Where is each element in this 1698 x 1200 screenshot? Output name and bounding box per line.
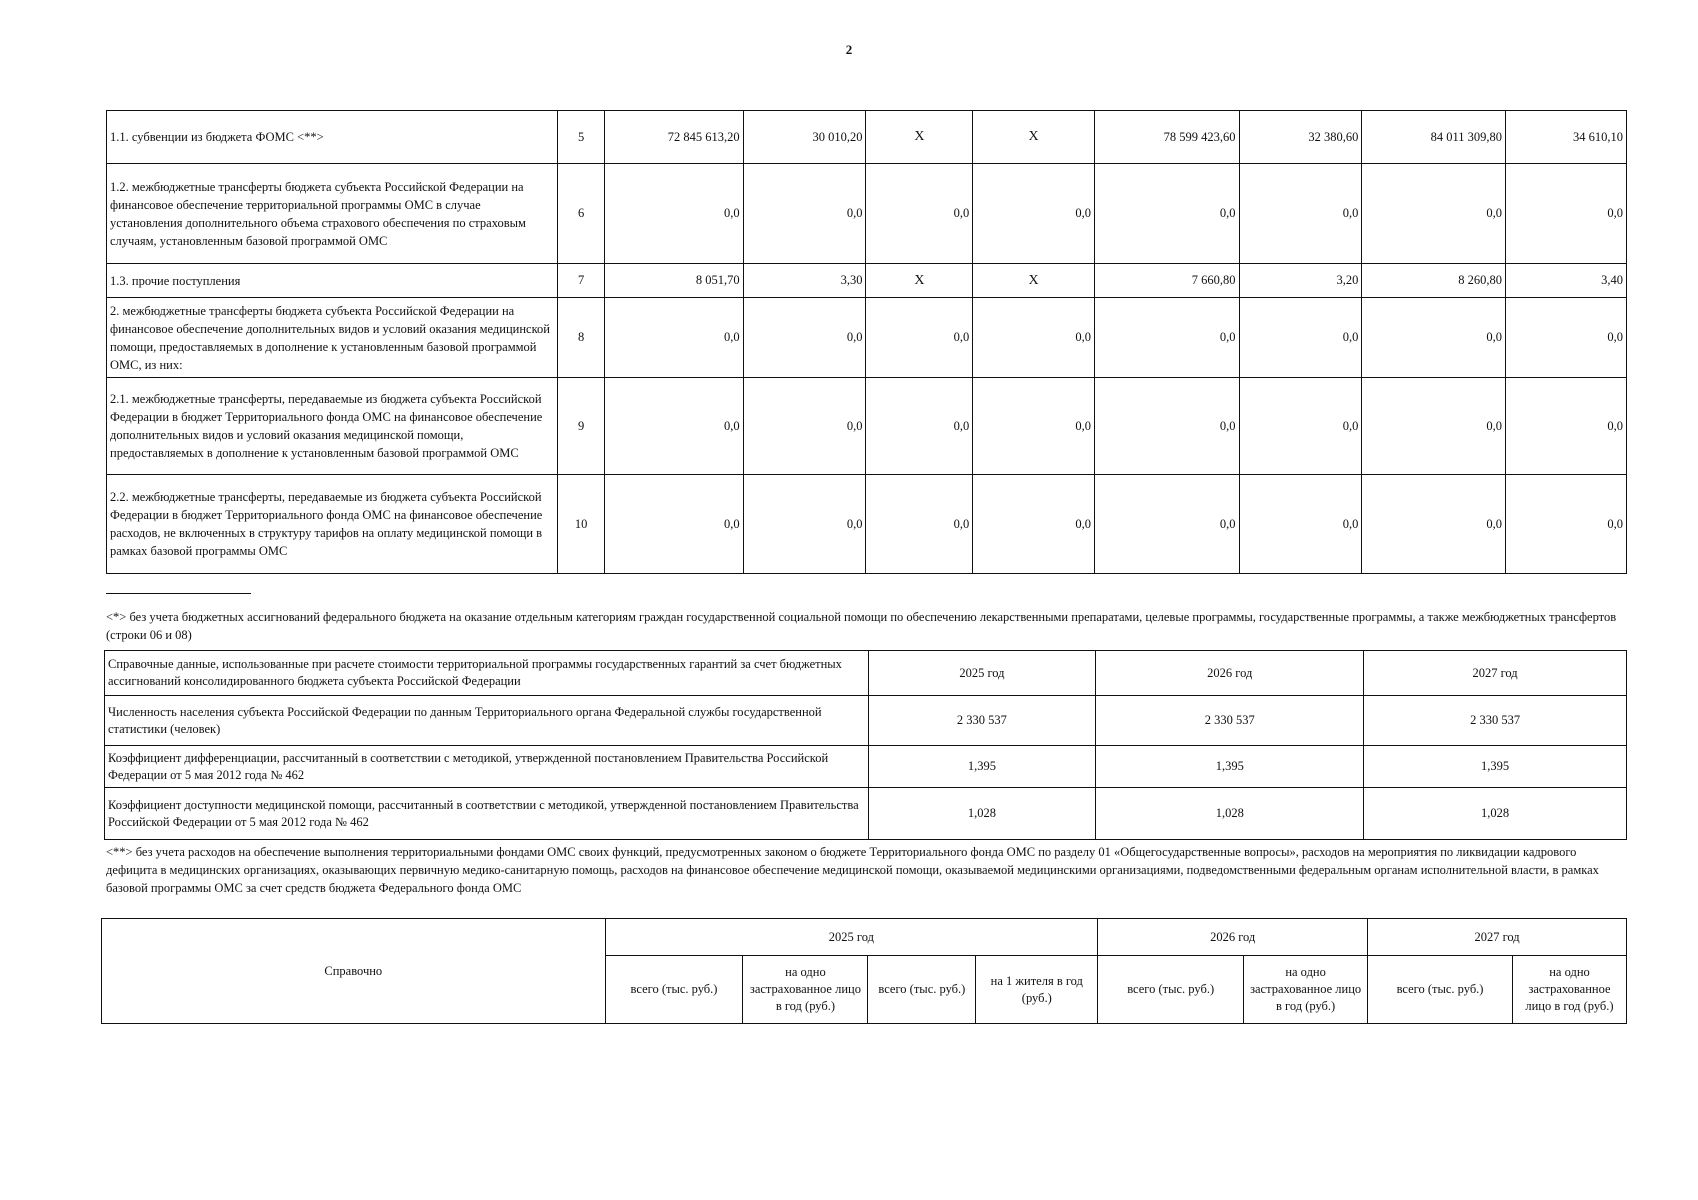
cell-value: 8 260,80 <box>1362 264 1506 298</box>
cell-value: 0,0 <box>973 298 1095 378</box>
cell-value: 0,0 <box>1362 378 1506 475</box>
reference-row-label: Коэффициент доступности медицинской помощи, рассчитанный в соответствии с методикой, утвержденной постановлением Правительства Российской Федерации от 5 мая 2012 года № 462 <box>105 788 869 840</box>
cell-value: 3,40 <box>1506 264 1627 298</box>
cell-value: 0,0 <box>1506 164 1627 264</box>
year-2025: 2025 год <box>605 919 1098 956</box>
cell-value: 0,0 <box>1094 475 1239 574</box>
year-2026: 2026 год <box>1098 919 1368 956</box>
cell-value: 0,0 <box>1362 164 1506 264</box>
cell-value: X <box>973 111 1095 164</box>
cell-value: 0,0 <box>743 164 866 264</box>
table-row <box>102 919 1627 956</box>
cell-value: 0,0 <box>1506 378 1627 475</box>
cell-value: 0,0 <box>973 164 1095 264</box>
reference-header-label: Справочные данные, использованные при расчете стоимости территориальной программы государственных гарантий за счет бюджетных ассигнований консолидированного бюджета субъекта Российской Федерации <box>105 651 869 696</box>
year-2025: 2025 год <box>868 651 1096 696</box>
cell-value: 78 599 423,60 <box>1094 111 1239 164</box>
row-name: 2. межбюджетные трансферты бюджета субъекта Российской Федерации на финансовое обеспечение дополнительных видов и условий оказания медицинской помощи, предоставляемых в дополнение к установленным базовой программой ОМС, из них: <box>107 298 558 378</box>
cell-value: 0,0 <box>604 164 743 264</box>
cell-value: 0,0 <box>1094 164 1239 264</box>
cell-value: X <box>866 264 973 298</box>
cell-value: 0,0 <box>604 475 743 574</box>
column-header: на одно застрахованное лицо в год (руб.) <box>1244 956 1368 1024</box>
main-table <box>106 110 1627 574</box>
cell-value: 2 330 537 <box>868 696 1096 746</box>
cell-value: 0,0 <box>604 298 743 378</box>
row-name: 2.1. межбюджетные трансферты, передаваемые из бюджета субъекта Российской Федерации в бюджет Территориального фонда ОМС на финансовое обеспечение дополнительных видов и условий оказания медицинской помощи, предоставляемых в дополнение к установленным базовой программой ОМС <box>107 378 558 475</box>
column-header: всего (тыс. руб.) <box>605 956 743 1024</box>
cell-value: 0,0 <box>1239 298 1362 378</box>
cell-value: 7 660,80 <box>1094 264 1239 298</box>
cell-value: 0,0 <box>1362 475 1506 574</box>
reference-row-label: Численность населения субъекта Российской Федерации по данным Территориального органа Федеральной службы государственной статистики (человек) <box>105 696 869 746</box>
column-header: всего (тыс. руб.) <box>868 956 976 1024</box>
row-name: 1.2. межбюджетные трансферты бюджета субъекта Российской Федерации на финансовое обеспечение территориальной программы ОМС в случае установления дополнительного объема страхового обеспечения по страховым случаям, установленным базовой программой ОМС <box>107 164 558 264</box>
footnote-separator <box>106 593 251 594</box>
row-line-number: 9 <box>558 378 605 475</box>
column-header: всего (тыс. руб.) <box>1368 956 1513 1024</box>
row-line-number: 8 <box>558 298 605 378</box>
row-line-number: 6 <box>558 164 605 264</box>
cell-value: X <box>866 111 973 164</box>
cell-value: X <box>973 264 1095 298</box>
cell-value: 0,0 <box>743 298 866 378</box>
table-row <box>107 264 1627 298</box>
cell-value: 0,0 <box>1239 164 1362 264</box>
cell-value: 0,0 <box>1094 378 1239 475</box>
year-2027: 2027 год <box>1364 651 1627 696</box>
cell-value: 3,30 <box>743 264 866 298</box>
table-row <box>107 111 1627 164</box>
cell-value: 8 051,70 <box>604 264 743 298</box>
year-2027: 2027 год <box>1368 919 1627 956</box>
table-row <box>107 298 1627 378</box>
cell-value: 1,028 <box>868 788 1096 840</box>
cell-value: 72 845 613,20 <box>604 111 743 164</box>
cell-value: 0,0 <box>866 475 973 574</box>
cell-value: 0,0 <box>866 378 973 475</box>
table-row <box>105 746 1627 788</box>
table-row <box>105 788 1627 840</box>
cell-value: 0,0 <box>973 378 1095 475</box>
table-row <box>105 651 1627 696</box>
cell-value: 34 610,10 <box>1506 111 1627 164</box>
reference-table <box>104 650 1627 840</box>
cell-value: 0,0 <box>743 475 866 574</box>
year-2026: 2026 год <box>1096 651 1364 696</box>
cell-value: 1,028 <box>1096 788 1364 840</box>
column-header: на 1 жителя в год (руб.) <box>976 956 1098 1024</box>
cell-value: 1,395 <box>1364 746 1627 788</box>
page-number: 2 <box>845 42 853 57</box>
cell-value: 1,028 <box>1364 788 1627 840</box>
cell-value: 0,0 <box>866 298 973 378</box>
row-name: 1.1. субвенции из бюджета ФОМС <**> <box>107 111 558 164</box>
row-name: 2.2. межбюджетные трансферты, передаваемые из бюджета субъекта Российской Федерации в бюджет Территориального фонда ОМС на финансовое обеспечение расходов, не включенных в структуру тарифов на оплату медицинской помощи в рамках базовой программы ОМС <box>107 475 558 574</box>
info-label: Справочно <box>102 919 606 1024</box>
cell-value: 0,0 <box>604 378 743 475</box>
cell-value: 0,0 <box>1506 475 1627 574</box>
cell-value: 0,0 <box>1239 475 1362 574</box>
cell-value: 0,0 <box>973 475 1095 574</box>
footnote-2: <**> без учета расходов на обеспечение выполнения территориальными фондами ОМС своих функций, предусмотренных законом о бюджете Территориального фонда ОМС по разделу 01 «Общегосударственные вопросы», расходов на мероприятия по ликвидации кадрового дефицита в медицинских организациях, оказывающих первичную медико-санитарную помощь, расходов на финансовое обеспечение медицинской помощи, оказываемой медицинскими организациями, подведомственными федеральным органам исполнительной власти, в рамках базовой программы ОМС за счет средств бюджета Федерального фонда ОМС <box>106 845 1599 895</box>
cell-value: 84 011 309,80 <box>1362 111 1506 164</box>
cell-value: 0,0 <box>743 378 866 475</box>
cell-value: 0,0 <box>1094 298 1239 378</box>
table-row <box>107 475 1627 574</box>
row-line-number: 7 <box>558 264 605 298</box>
row-name: 1.3. прочие поступления <box>107 264 558 298</box>
cell-value: 3,20 <box>1239 264 1362 298</box>
cell-value: 1,395 <box>868 746 1096 788</box>
reference-row-label: Коэффициент дифференциации, рассчитанный в соответствии с методикой, утвержденной постановлением Правительства Российской Федерации от 5 мая 2012 года № 462 <box>105 746 869 788</box>
table-row <box>107 164 1627 264</box>
cell-value: 30 010,20 <box>743 111 866 164</box>
row-line-number: 10 <box>558 475 605 574</box>
table-row <box>105 696 1627 746</box>
column-header: на одно застрахованное лицо в год (руб.) <box>743 956 868 1024</box>
footnote-1: <*> без учета бюджетных ассигнований федерального бюджета на оказание отдельным категориям граждан государственной социальной помощи по обеспечению лекарственными препаратами, целевые программы, государственные программы, а также межбюджетных трансфертов (строки 06 и 08) <box>106 610 1617 642</box>
cell-value: 32 380,60 <box>1239 111 1362 164</box>
column-header: на одно застрахованное лицо в год (руб.) <box>1512 956 1626 1024</box>
cell-value: 0,0 <box>1506 298 1627 378</box>
row-line-number: 5 <box>558 111 605 164</box>
info-table <box>101 918 1627 1024</box>
table-row <box>107 378 1627 475</box>
cell-value: 2 330 537 <box>1096 696 1364 746</box>
cell-value: 2 330 537 <box>1364 696 1627 746</box>
cell-value: 1,395 <box>1096 746 1364 788</box>
cell-value: 0,0 <box>1239 378 1362 475</box>
column-header: всего (тыс. руб.) <box>1098 956 1244 1024</box>
cell-value: 0,0 <box>866 164 973 264</box>
cell-value: 0,0 <box>1362 298 1506 378</box>
